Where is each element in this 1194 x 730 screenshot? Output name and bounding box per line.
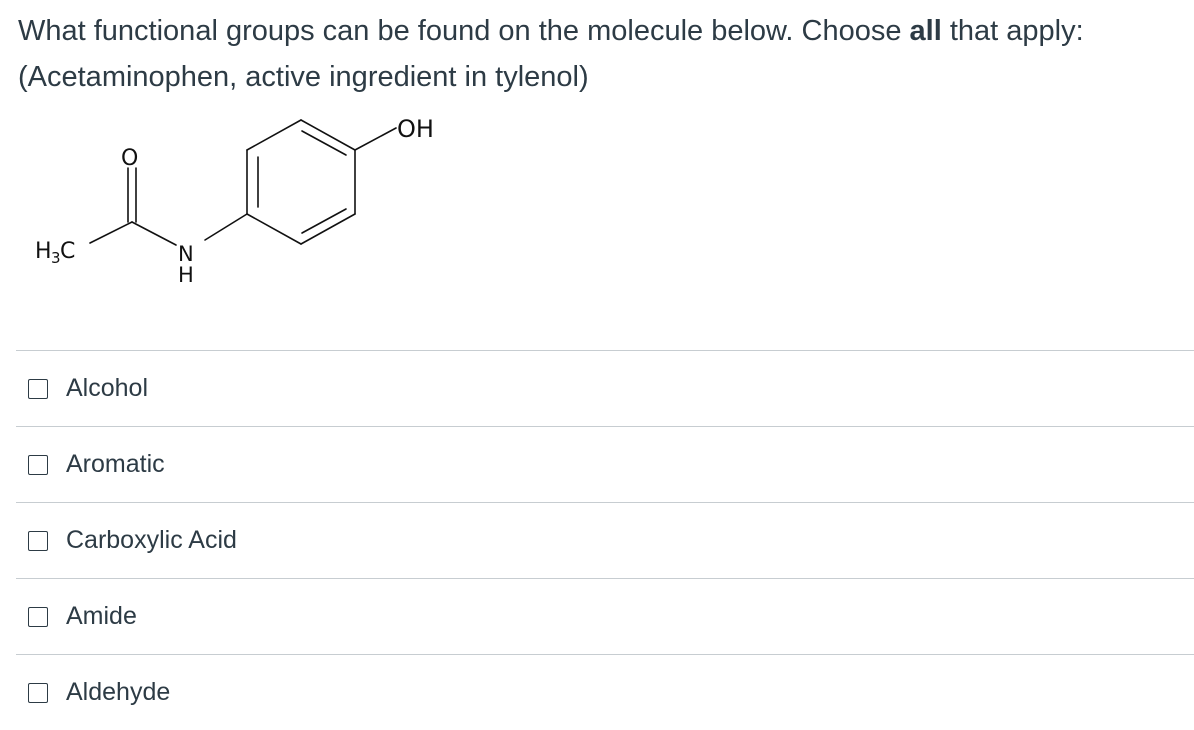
oh-bond xyxy=(355,128,396,150)
carbonyl-n-bond xyxy=(132,222,176,245)
answer-option-carboxylic-acid[interactable] xyxy=(16,502,1194,578)
nitrogen-label: N xyxy=(178,242,194,266)
methyl-subscript-label: 3 xyxy=(51,249,61,267)
checkbox[interactable] xyxy=(28,455,48,475)
checkbox[interactable] xyxy=(28,683,48,703)
question-emphasis: all xyxy=(909,15,942,47)
n-ring-bond xyxy=(205,214,247,240)
methyl-h-label: H xyxy=(35,239,52,264)
answer-label: Carboxylic Acid xyxy=(66,526,237,554)
answer-label: Amide xyxy=(66,602,137,630)
answer-label: Aromatic xyxy=(66,450,165,478)
nitrogen-h-label: H xyxy=(178,263,194,287)
answer-list xyxy=(16,350,1194,730)
acetaminophen-structure-image xyxy=(0,0,1194,340)
question-line-1-start: What functional groups can be found on the molecule below. Choose xyxy=(18,15,910,47)
question-line-1-end: that apply: xyxy=(941,15,1084,47)
methyl-bond xyxy=(90,222,132,243)
oh-label: OH xyxy=(397,115,434,143)
answer-label: Alcohol xyxy=(66,374,148,402)
answer-option-amide[interactable] xyxy=(16,578,1194,654)
checkbox[interactable] xyxy=(28,607,48,627)
ring-double-bond xyxy=(302,131,346,155)
ring-bond xyxy=(247,214,301,244)
checkbox[interactable] xyxy=(28,531,48,551)
methyl-c-label: C xyxy=(60,239,76,264)
oxygen-label: O xyxy=(121,146,139,171)
question-line-2: (Acetaminophen, active ingredient in tylenol) xyxy=(18,61,589,93)
ring-bond xyxy=(247,120,301,150)
checkbox[interactable] xyxy=(28,379,48,399)
ring-double-bond xyxy=(302,209,346,233)
answer-label: Aldehyde xyxy=(66,678,171,706)
answer-option-aldehyde[interactable] xyxy=(16,654,1194,730)
answer-option-alcohol[interactable] xyxy=(16,350,1194,426)
answer-option-aromatic[interactable] xyxy=(16,426,1194,502)
